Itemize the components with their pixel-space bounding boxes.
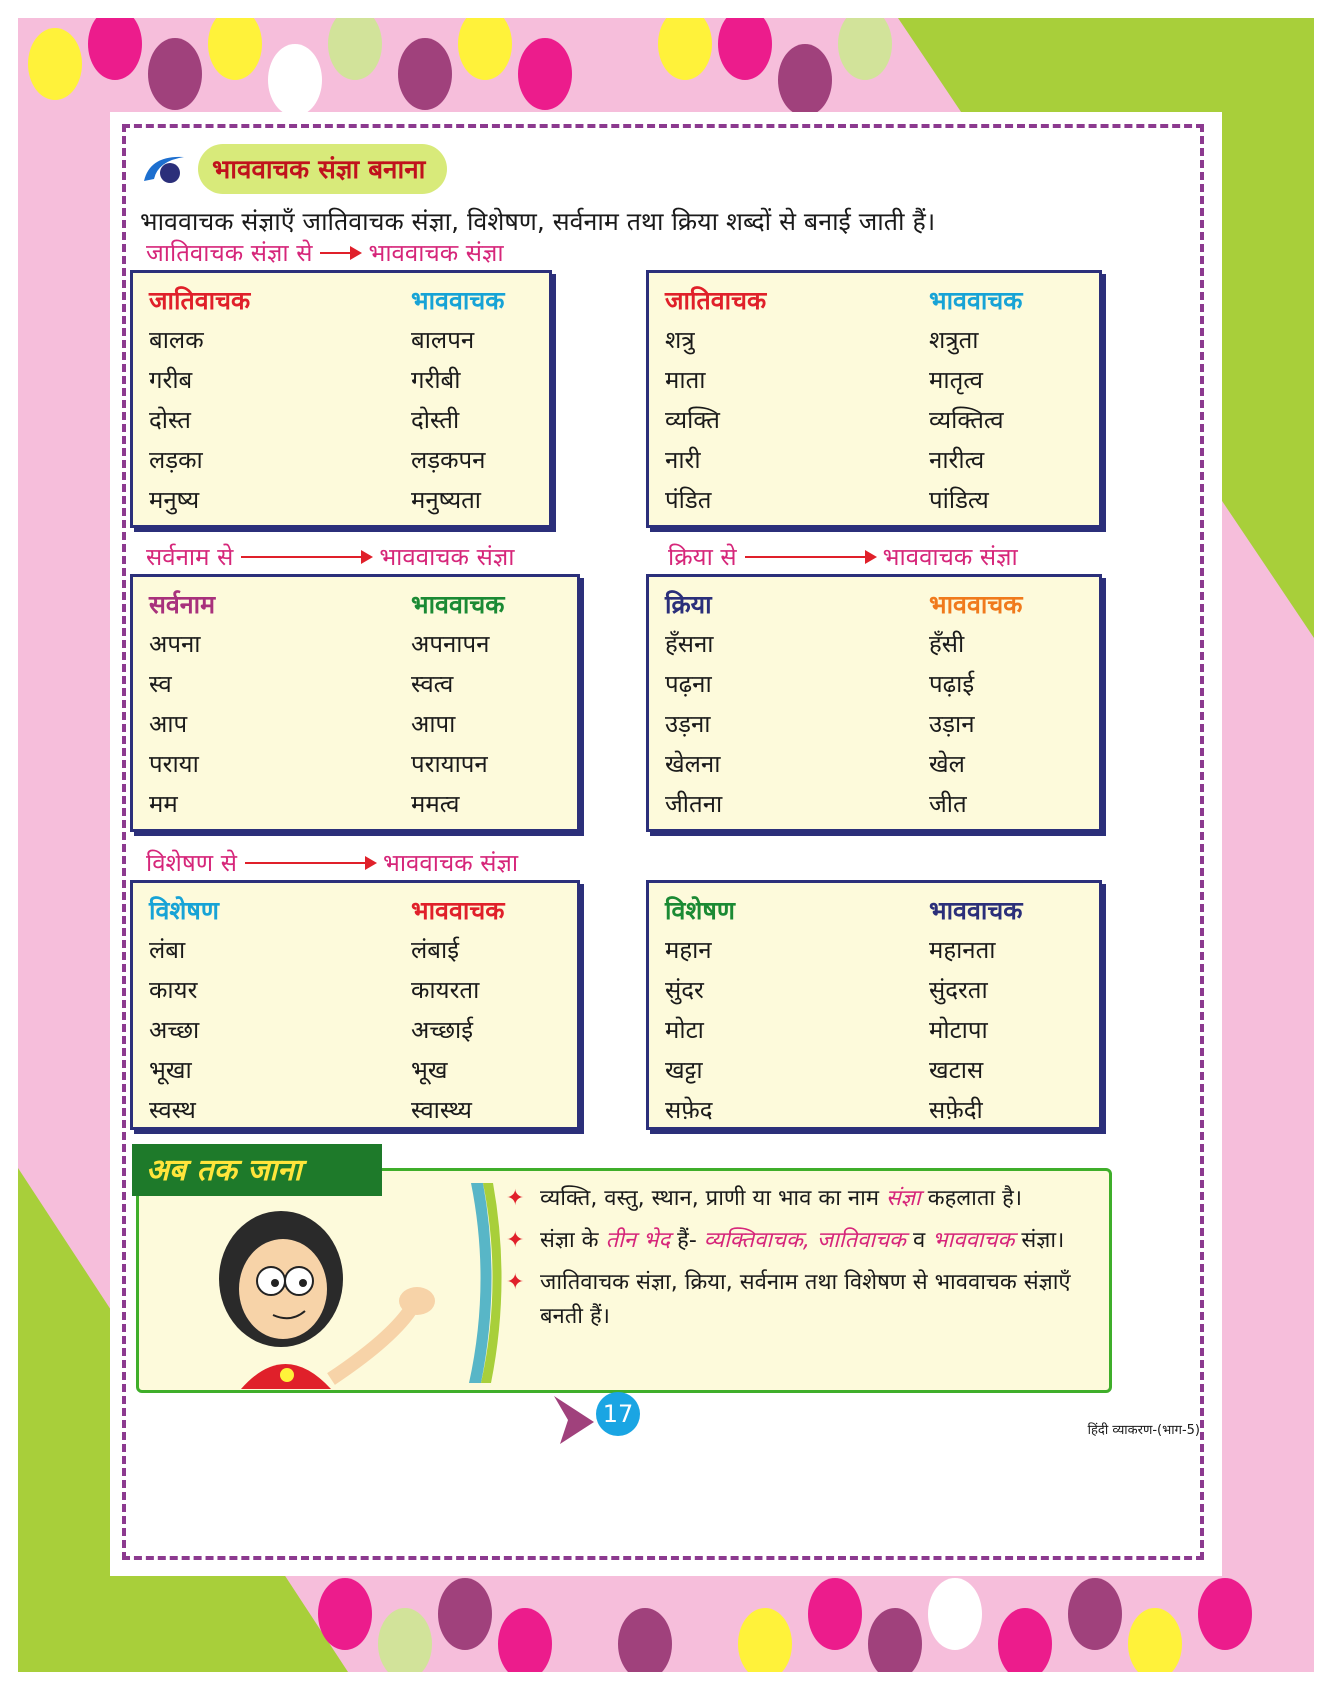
abstract-noun-word: पढ़ाई [929, 670, 975, 698]
dot [328, 18, 382, 80]
source-word: खेलना [665, 750, 721, 778]
table-row [649, 323, 1099, 363]
section-from: सर्वनाम से [146, 543, 234, 571]
dot [618, 1608, 672, 1672]
bullet-text: व [912, 1228, 926, 1253]
column-header-abstract: भाववाचक [929, 590, 1023, 619]
source-word: हँसना [665, 630, 714, 658]
word-table [646, 270, 1102, 528]
section-from: विशेषण से [146, 849, 237, 877]
table-header-row [649, 893, 1099, 933]
table-row [133, 627, 577, 667]
table-row [133, 787, 577, 827]
column-header-abstract: भाववाचक [411, 896, 505, 925]
bullet-text: व्यक्ति, वस्तु, स्थान, प्राणी या भाव का नाम [540, 1186, 879, 1211]
dot [268, 44, 322, 116]
table-row [133, 403, 549, 443]
dot [378, 1608, 432, 1672]
bullet-emphasis: संज्ञा [886, 1186, 921, 1211]
abstract-noun-word: मनुष्यता [411, 486, 482, 514]
table-row [133, 1093, 577, 1133]
source-word: आप [149, 710, 188, 738]
column-header-abstract: भाववाचक [929, 896, 1023, 925]
dot [148, 38, 202, 110]
column-header-abstract: भाववाचक [929, 286, 1023, 315]
dot [718, 18, 772, 80]
abstract-noun-word: नारीत्व [929, 446, 985, 474]
dot [318, 1578, 372, 1650]
word-table [130, 574, 580, 832]
page-title: भाववाचक संज्ञा बनाना [198, 144, 447, 194]
dot [518, 38, 572, 110]
table-row [133, 323, 549, 363]
section-from: क्रिया से [668, 543, 737, 571]
recap-bullet [506, 1182, 1096, 1216]
source-word: पंडित [665, 486, 712, 514]
source-word: शत्रु [665, 326, 695, 354]
source-word: माता [665, 366, 706, 394]
column-header-source: सर्वनाम [149, 590, 216, 619]
abstract-noun-word: ममत्व [411, 790, 460, 818]
star-bullet-icon: ✦ [506, 1270, 525, 1295]
source-word: अपना [149, 630, 201, 658]
column-header-source: जातिवाचक [665, 286, 767, 315]
table-row [133, 973, 577, 1013]
table-row [649, 973, 1099, 1013]
section-heading-pronoun [146, 540, 514, 573]
footer-book-title: हिंदी व्याकरण-(भाग-5) [1087, 1423, 1200, 1438]
table-header-row [133, 893, 577, 933]
source-word: बालक [149, 326, 204, 354]
word-table [130, 880, 580, 1130]
dot [398, 38, 452, 110]
column-header-source: जातिवाचक [149, 286, 251, 315]
abstract-noun-word: लड़कपन [411, 446, 486, 474]
recap-bullets [506, 1182, 1096, 1342]
section-to: भाववाचक संज्ञा [368, 239, 504, 267]
right-arrow-icon [241, 556, 371, 558]
table-row [649, 483, 1099, 523]
bullet-text: जातिवाचक संज्ञा, क्रिया, सर्वनाम तथा विशेषण से भाववाचक संज्ञाएँ बनती हैं। [540, 1270, 1071, 1329]
table-row [649, 707, 1099, 747]
table-row [649, 363, 1099, 403]
recap-banner: अब तक जाना [132, 1144, 382, 1196]
source-word: स्वस्थ [149, 1096, 196, 1124]
table-row [649, 627, 1099, 667]
abstract-noun-word: गरीबी [411, 366, 461, 394]
source-word: मोटा [665, 1016, 704, 1044]
source-word: पढ़ना [665, 670, 712, 698]
abstract-noun-word: मोटापा [929, 1016, 988, 1044]
dot [838, 18, 892, 80]
table-row [133, 933, 577, 973]
word-table [646, 880, 1102, 1130]
source-word: उड़ना [665, 710, 711, 738]
abstract-noun-word: हँसी [929, 630, 965, 658]
abstract-noun-word: सफ़ेदी [929, 1096, 983, 1124]
table-row [649, 403, 1099, 443]
table-row [133, 707, 577, 747]
recap-bullet [506, 1224, 1096, 1258]
dot [1198, 1578, 1252, 1650]
star-bullet-icon: ✦ [506, 1228, 525, 1253]
dot [208, 18, 262, 80]
source-word: मम [149, 790, 178, 818]
abstract-noun-word: सुंदरता [929, 976, 988, 1004]
table-row [133, 1013, 577, 1053]
table-row [649, 1093, 1099, 1133]
worksheet-page [110, 112, 1222, 1576]
abstract-noun-word: कायरता [411, 976, 480, 1004]
table-row [133, 747, 577, 787]
source-word: खट्टा [665, 1056, 703, 1084]
bullet-emphasis: तीन भेद [605, 1228, 671, 1253]
source-word: स्व [149, 670, 172, 698]
section-heading-adjective [146, 846, 518, 879]
source-word: सफ़ेद [665, 1096, 713, 1124]
source-word: अच्छा [149, 1016, 200, 1044]
section-to: भाववाचक संज्ञा [379, 543, 515, 571]
abstract-noun-word: उड़ान [929, 710, 975, 738]
page-number: 17 [596, 1392, 640, 1436]
table-header-row [133, 587, 577, 627]
dot [438, 1578, 492, 1650]
table-row [133, 483, 549, 523]
dot [658, 18, 712, 80]
column-header-source: विशेषण [149, 896, 219, 925]
abstract-noun-word: आपा [411, 710, 456, 738]
section-from: जातिवाचक संज्ञा से [146, 239, 313, 267]
title-bar [140, 144, 447, 194]
source-word: नारी [665, 446, 701, 474]
table-row [649, 1053, 1099, 1093]
dot [498, 1608, 552, 1672]
abstract-noun-word: शत्रुता [929, 326, 979, 354]
table-row [133, 1053, 577, 1093]
table-row [133, 443, 549, 483]
table-row [649, 667, 1099, 707]
bullet-text: संज्ञा। [1021, 1228, 1065, 1253]
table-row [133, 667, 577, 707]
swoosh-icon [140, 151, 190, 187]
abstract-noun-word: खेल [929, 750, 965, 778]
section-to: भाववाचक संज्ञा [382, 849, 519, 877]
table-header-row [133, 283, 549, 323]
source-word: जीतना [665, 790, 723, 818]
intro-text: भाववाचक संज्ञाएँ जातिवाचक संज्ञा, विशेषण, सर्वनाम तथा क्रिया शब्दों से बनाई जाती हैं। [140, 207, 936, 236]
bullet-emphasis: भाववाचक [932, 1228, 1015, 1253]
dot [808, 1578, 862, 1650]
dot [1068, 1578, 1122, 1650]
word-table [130, 270, 552, 528]
bullet-text: हैं- [677, 1228, 697, 1253]
source-word: गरीब [149, 366, 193, 394]
bullet-text: संज्ञा के [540, 1228, 599, 1253]
abstract-noun-word: परायापन [411, 750, 488, 778]
dot [738, 1608, 792, 1672]
abstract-noun-word: अच्छाई [411, 1016, 473, 1044]
dot [28, 28, 82, 100]
source-word: महान [665, 936, 712, 964]
abstract-noun-word: खटास [929, 1056, 984, 1084]
table-header-row [649, 283, 1099, 323]
abstract-noun-word: बालपन [411, 326, 475, 354]
source-word: लंबा [149, 936, 186, 964]
recap-bullet [506, 1266, 1096, 1334]
column-header-source: विशेषण [665, 896, 735, 925]
table-header-row [649, 587, 1099, 627]
source-word: भूखा [149, 1056, 192, 1084]
section-heading-common-noun [146, 236, 504, 269]
abstract-noun-word: जीत [929, 790, 967, 818]
table-row [649, 1013, 1099, 1053]
abstract-noun-word: लंबाई [411, 936, 459, 964]
abstract-noun-word: महानता [929, 936, 996, 964]
abstract-noun-word: स्वत्व [411, 670, 454, 698]
girl-illustration [201, 1189, 461, 1389]
dot [928, 1578, 982, 1650]
dot [778, 44, 832, 116]
word-table [646, 574, 1102, 832]
dot [998, 1608, 1052, 1672]
dot [458, 18, 512, 80]
abstract-noun-word: दोस्ती [411, 406, 460, 434]
dot [1128, 1608, 1182, 1672]
table-row [649, 787, 1099, 827]
ribbon-bookmark-icon [461, 1183, 511, 1383]
source-word: व्यक्ति [665, 406, 720, 434]
right-arrow-icon [320, 252, 360, 254]
table-row [649, 443, 1099, 483]
source-word: कायर [149, 976, 198, 1004]
bullet-emphasis: व्यक्तिवाचक, जातिवाचक [703, 1228, 906, 1253]
table-row [649, 747, 1099, 787]
right-arrow-icon [245, 862, 375, 864]
source-word: मनुष्य [149, 486, 200, 514]
abstract-noun-word: अपनापन [411, 630, 490, 658]
bullet-text: कहलाता है। [927, 1186, 1023, 1211]
abstract-noun-word: व्यक्तित्व [929, 406, 1004, 434]
column-header-abstract: भाववाचक [411, 590, 505, 619]
section-heading-verb [668, 540, 1018, 573]
column-header-source: क्रिया [665, 590, 712, 619]
source-word: सुंदर [665, 976, 704, 1004]
dot [868, 1608, 922, 1672]
table-row [133, 363, 549, 403]
abstract-noun-word: मातृत्व [929, 366, 983, 394]
column-header-abstract: भाववाचक [411, 286, 505, 315]
right-arrow-icon [745, 556, 875, 558]
section-to: भाववाचक संज्ञा [882, 543, 1018, 571]
abstract-noun-word: पांडित्य [929, 486, 989, 514]
source-word: दोस्त [149, 406, 191, 434]
star-bullet-icon: ✦ [506, 1186, 525, 1211]
abstract-noun-word: भूख [411, 1056, 448, 1084]
ribbon-decoration-icon [554, 1396, 600, 1444]
dot [88, 18, 142, 80]
source-word: पराया [149, 750, 199, 778]
abstract-noun-word: स्वास्थ्य [411, 1096, 472, 1124]
table-row [649, 933, 1099, 973]
source-word: लड़का [149, 446, 203, 474]
